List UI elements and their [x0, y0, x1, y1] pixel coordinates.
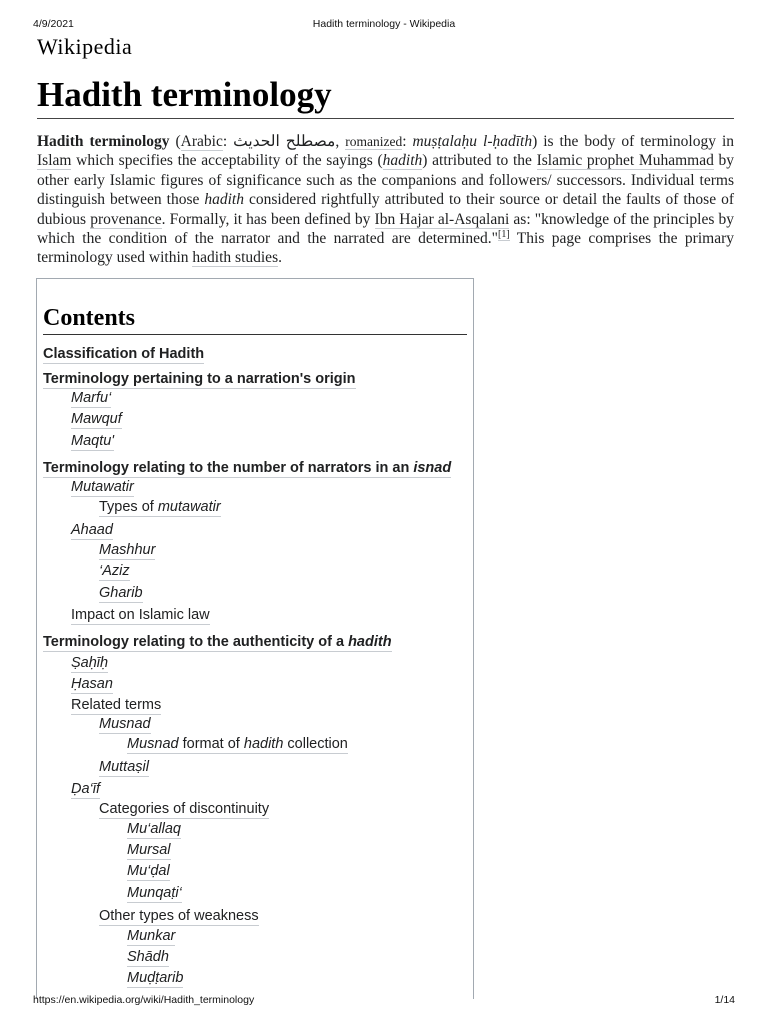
- toc-item-mudal[interactable]: Mu‘ḍal: [127, 863, 170, 879]
- toc-item-emphasis: hadith: [348, 634, 392, 650]
- toc-item-ahaad[interactable]: Ahaad: [71, 522, 113, 538]
- islam-link[interactable]: Islam: [37, 152, 72, 170]
- toc-item-aziz[interactable]: ‘Aziz: [99, 563, 130, 579]
- toc-item-label: format of: [178, 736, 244, 752]
- toc-item-munqati[interactable]: Munqaṭi‘: [127, 885, 182, 901]
- hadith-italic: hadith: [204, 191, 244, 209]
- toc-item-label: Terminology relating to the number of narrators in an: [43, 460, 414, 476]
- toc-item-related-terms[interactable]: Related terms: [71, 697, 162, 713]
- reference-1-link[interactable]: [1]: [498, 228, 510, 240]
- toc-item-musnad-format[interactable]: [127, 735, 348, 754]
- toc-item-categories-of-discontinuity[interactable]: Categories of discontinuity: [99, 801, 270, 817]
- toc-item-sahih[interactable]: Ṣaḥīḥ: [71, 655, 109, 671]
- toc-item-hasan[interactable]: Ḥasan: [71, 676, 113, 692]
- toc-item-impact-on-islamic-law[interactable]: Impact on Islamic law: [71, 607, 210, 623]
- islamic-prophet-link[interactable]: Islamic prophet Muhammad: [536, 152, 714, 170]
- toc-item-mursal[interactable]: Mursal: [127, 842, 171, 858]
- hadith-studies-link[interactable]: hadith studies: [192, 249, 279, 267]
- wikipedia-logo[interactable]: Wikipedia: [37, 34, 133, 59]
- romanized-link[interactable]: romanized: [345, 134, 403, 149]
- toc-item-label: collection: [283, 736, 348, 752]
- lead-text-2: which specifies the acceptability of the sayings (: [71, 152, 383, 170]
- lead-text-1: ) is the body of terminology in: [532, 133, 734, 150]
- toc-item-munkar[interactable]: Munkar: [127, 928, 176, 944]
- toc-item-label: Types of: [99, 499, 158, 515]
- toc-item-muttasil[interactable]: Muttaṣil: [99, 759, 149, 775]
- toc-item-classification[interactable]: Classification of Hadith: [43, 346, 205, 362]
- toc-item-number-of-narrators[interactable]: [43, 459, 451, 478]
- toc-item-mutawatir[interactable]: Mutawatir: [71, 479, 134, 495]
- print-footer-url: https://en.wikipedia.org/wiki/Hadith_terminology: [33, 994, 255, 1006]
- lead-text-6: . Formally, it has been defined by: [161, 210, 375, 228]
- print-page-number: 1/14: [714, 994, 735, 1006]
- romanized-text: muṣṭalaḥu l-ḥadīth: [412, 133, 533, 150]
- lead-term: Hadith terminology: [37, 133, 170, 150]
- lead-paragraph: Hadith terminology (Arabic: مصطلح الحديث, romanized: muṣṭalaḥu l-ḥadīth) is the body of terminology in Islam which specifies the acceptability of the sayings (hadith) attributed to the Islamic prophet Muhammad by other early Islamic figures of significance such as the companions and followers/ successors. Individual terms distinguish between those hadith considered rightfully attributed to their source or detail the faults of those of dubious provenance. Formally, it has been defined by Ibn Hajar al-Asqalani as: "knowledge of the principles by which the condition of the narrator and the narrated are determined."[1] This page comprises the primary terminology used within hadith studies.: [37, 133, 735, 267]
- toc-item-musnad[interactable]: Musnad: [99, 716, 151, 732]
- lead-text-3: ) attributed to the: [422, 152, 537, 170]
- toc-item-mawquf[interactable]: Mawquf: [71, 411, 122, 427]
- toc-item-emphasis: isnad: [413, 460, 452, 476]
- toc-item-shadh[interactable]: Shādh: [127, 949, 169, 965]
- provenance-link[interactable]: provenance: [90, 210, 162, 228]
- toc-item-mudtarib[interactable]: Muḍṭarib: [127, 970, 184, 986]
- ibn-hajar-link[interactable]: Ibn Hajar al-Asqalani: [374, 210, 510, 228]
- print-header-title: Hadith terminology - Wikipedia: [312, 18, 456, 30]
- toc-item-maqtu[interactable]: Maqtu': [71, 433, 115, 449]
- toc-item-marfu[interactable]: Marfu‘: [71, 390, 112, 406]
- toc-item-authenticity[interactable]: [43, 633, 392, 652]
- toc-item-mashhur[interactable]: Mashhur: [99, 542, 156, 558]
- table-of-contents: [36, 278, 474, 999]
- toc-item-emphasis: Musnad: [127, 736, 179, 752]
- lead-text-8: This page comprises the primary terminology used within: [37, 230, 734, 267]
- page-title: Hadith terminology: [37, 74, 734, 119]
- lead-text-5: considered rightfully attributed to their source or detail the faults of those of dubious: [37, 191, 734, 228]
- lead-text-7: as: "knowledge of the principles by which the condition of the narrator and the narrated are determined.": [37, 210, 735, 248]
- print-date: 4/9/2021: [33, 18, 74, 30]
- toc-item-emphasis: mutawatir: [157, 499, 221, 515]
- lead-text-9: .: [278, 249, 282, 267]
- toc-item-muallaq[interactable]: Mu‘allaq: [127, 821, 181, 837]
- arabic-text: مصطلح الحديث: [233, 133, 336, 150]
- toc-item-daif[interactable]: Ḍa‘īf: [71, 781, 101, 797]
- toc-item-types-of-mutawatir[interactable]: [99, 498, 221, 517]
- toc-item-label: Terminology relating to the authenticity of a: [43, 634, 349, 650]
- toc-item-narration-origin[interactable]: Terminology pertaining to a narration's origin: [43, 371, 356, 387]
- toc-item-emphasis: hadith: [243, 736, 284, 752]
- toc-title: Contents: [43, 303, 467, 335]
- arabic-link[interactable]: Arabic: [180, 133, 223, 150]
- lead-text-4: by other early Islamic figures of significance such as the companions and followers/ successors. Individual terms distinguish between those: [37, 152, 735, 209]
- toc-item-other-types-of-weakness[interactable]: Other types of weakness: [99, 908, 259, 924]
- toc-item-gharib[interactable]: Gharib: [99, 585, 143, 601]
- hadith-link[interactable]: hadith: [382, 152, 423, 170]
